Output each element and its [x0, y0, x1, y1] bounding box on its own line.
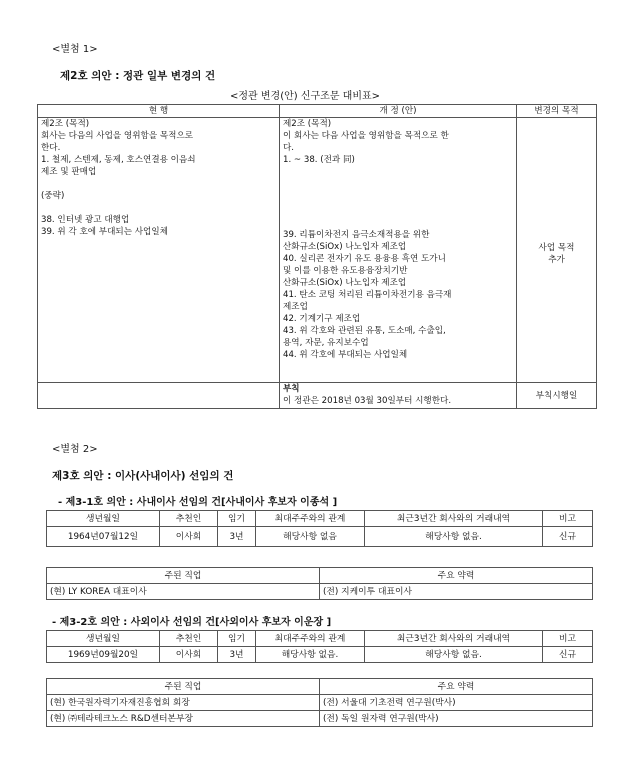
candidate-2-info-table [46, 630, 593, 663]
proposed-line: 산화규소(SiOx) 나노입자 제조업 [283, 242, 407, 252]
header-career: 주요 약력 [320, 568, 593, 584]
supplementary-text: 이 정관은 2018년 03월 30일부터 시행한다. [283, 396, 452, 406]
cell-birthdate: 1964년07월12일 [47, 527, 160, 547]
header-current: 현 행 [38, 105, 280, 118]
table-header-row [47, 568, 593, 584]
table-caption: <정관 변경(안) 신구조문 대비표> [230, 91, 381, 102]
table-row [47, 527, 593, 547]
cell-transactions: 해당사항 없음. [365, 647, 543, 663]
cell-birthdate: 1969년09월20일 [47, 647, 160, 663]
proposed-line: 다. [283, 143, 295, 153]
cell-term: 3년 [218, 527, 256, 547]
header-note: 비고 [543, 511, 593, 527]
current-line: 한다. [41, 143, 61, 153]
table-row-supplementary [38, 383, 597, 409]
table-header-row [38, 105, 597, 118]
proposed-line: 43. 위 각호와 관련된 유통, 도소매, 수출입, [283, 326, 446, 336]
blank-space [283, 166, 513, 229]
current-line: (중략) [41, 191, 65, 201]
proposed-line: 용역, 자문, 유지보수업 [283, 338, 369, 348]
candidate-2-career-table [46, 678, 593, 727]
table-row [47, 711, 593, 727]
agenda-2-title: 제2호 의안 : 정관 일부 변경의 건 [60, 70, 216, 82]
header-birthdate: 생년월일 [47, 631, 160, 647]
header-transactions: 최근3년간 회사와의 거래내역 [365, 631, 543, 647]
header-transactions: 최근3년간 회사와의 거래내역 [365, 511, 543, 527]
header-purpose: 변경의 목적 [517, 105, 597, 118]
proposed-line: 1. ~ 38. (전과 同) [283, 155, 355, 165]
agenda-3-title: 제3호 의안 : 이사(사내이사) 선임의 건 [52, 470, 234, 482]
annex1-label: <별첨 1> [52, 44, 98, 55]
header-career: 주요 약력 [320, 679, 593, 695]
table-header-row [47, 511, 593, 527]
proposed-article-heading: 제2조 (목적) [283, 119, 332, 129]
annex2-label: <별첨 2> [52, 444, 98, 455]
agenda-3-2-title: - 제3-2호 의안 : 사외이사 선임의 건[사외이사 후보자 이운장 ] [52, 617, 332, 628]
blank-space [520, 118, 593, 242]
header-recommender: 추천인 [160, 511, 218, 527]
purpose-cell [517, 118, 597, 383]
cell-occupation: (현) 한국원자력기자재진흥협회 회장 [47, 695, 320, 711]
table-row [47, 695, 593, 711]
cell-career: (전) 서울대 기초전력 연구원(박사) [320, 695, 593, 711]
candidate-1-career-table [46, 567, 593, 600]
cell-occupation: (현) LY KOREA 대표이사 [47, 584, 320, 600]
cell-transactions: 해당사항 없음. [365, 527, 543, 547]
current-line: 회사는 다음의 사업을 영위함을 목적으로 [41, 131, 194, 141]
cell-note: 신규 [543, 647, 593, 663]
current-line: 1. 철제, 스텐제, 동제, 호스연결용 이음쇠 [41, 155, 196, 165]
proposed-line: 및 이를 이용한 유도용융장치기반 [283, 266, 408, 276]
agenda-3-1-title: - 제3-1호 의안 : 사내이사 선임의 건[사내이사 후보자 이종석 ] [58, 497, 338, 508]
cell-recommender: 이사회 [160, 527, 218, 547]
proposed-line: 제조업 [283, 302, 308, 312]
current-supplementary-cell [38, 383, 280, 409]
table-header-row [47, 631, 593, 647]
proposed-line: 39. 리튬이차전지 음극소재적용을 위한 [283, 230, 430, 240]
header-relation: 최대주주와의 관계 [256, 631, 365, 647]
header-main-occupation: 주된 직업 [47, 568, 320, 584]
supplementary-title: 부칙 [283, 384, 300, 394]
articles-comparison-table [37, 104, 597, 409]
proposed-line: 41. 탄소 코팅 처리된 리튬이차전기용 음극재 [283, 290, 452, 300]
cell-relation: 해당사항 없음. [256, 647, 365, 663]
header-term: 임기 [218, 631, 256, 647]
header-relation: 최대주주와의 관계 [256, 511, 365, 527]
proposed-line: 42. 기계기구 제조업 [283, 314, 361, 324]
cell-career: (전) 독일 원자력 연구원(박사) [320, 711, 593, 727]
table-row [47, 647, 593, 663]
proposed-text-cell [280, 118, 517, 383]
header-main-occupation: 주된 직업 [47, 679, 320, 695]
cell-occupation: (현) ㈜테라테크노스 R&D센터본부장 [47, 711, 320, 727]
table-row [47, 584, 593, 600]
current-line: 제조 및 판매업 [41, 167, 97, 177]
cell-career: (전) 지케이투 대표이사 [320, 584, 593, 600]
proposed-line: 40. 실리콘 전자기 유도 용융용 흑연 도가니 [283, 254, 446, 264]
cell-term: 3년 [218, 647, 256, 663]
current-text-cell [38, 118, 280, 383]
current-line: 39. 위 각 호에 부대되는 사업일체 [41, 227, 168, 237]
table-header-row [47, 679, 593, 695]
proposed-line: 산화규소(SiOx) 나노입자 제조업 [283, 278, 407, 288]
header-birthdate: 생년월일 [47, 511, 160, 527]
current-line: 38. 인터넷 광고 대행업 [41, 215, 130, 225]
cell-relation: 해당사항 없음 [256, 527, 365, 547]
proposed-supplementary-cell [280, 383, 517, 409]
header-proposed: 개 정 (안) [280, 105, 517, 118]
purpose-line: 추가 [548, 255, 565, 265]
blank-line [41, 178, 276, 190]
blank-line [41, 202, 276, 214]
cell-recommender: 이사회 [160, 647, 218, 663]
current-article-heading: 제2조 (목적) [41, 119, 90, 129]
table-row-article2 [38, 118, 597, 383]
purpose-line: 사업 목적 [538, 243, 575, 253]
header-note: 비고 [543, 631, 593, 647]
cell-note: 신규 [543, 527, 593, 547]
supplementary-purpose-cell: 부칙시행일 [517, 383, 597, 409]
candidate-1-info-table [46, 510, 593, 547]
proposed-line: 이 회사는 다음 사업을 영위함을 목적으로 한 [283, 131, 449, 141]
proposed-line: 44. 위 각호에 부대되는 사업일체 [283, 350, 408, 360]
header-recommender: 추천인 [160, 631, 218, 647]
header-term: 임기 [218, 511, 256, 527]
